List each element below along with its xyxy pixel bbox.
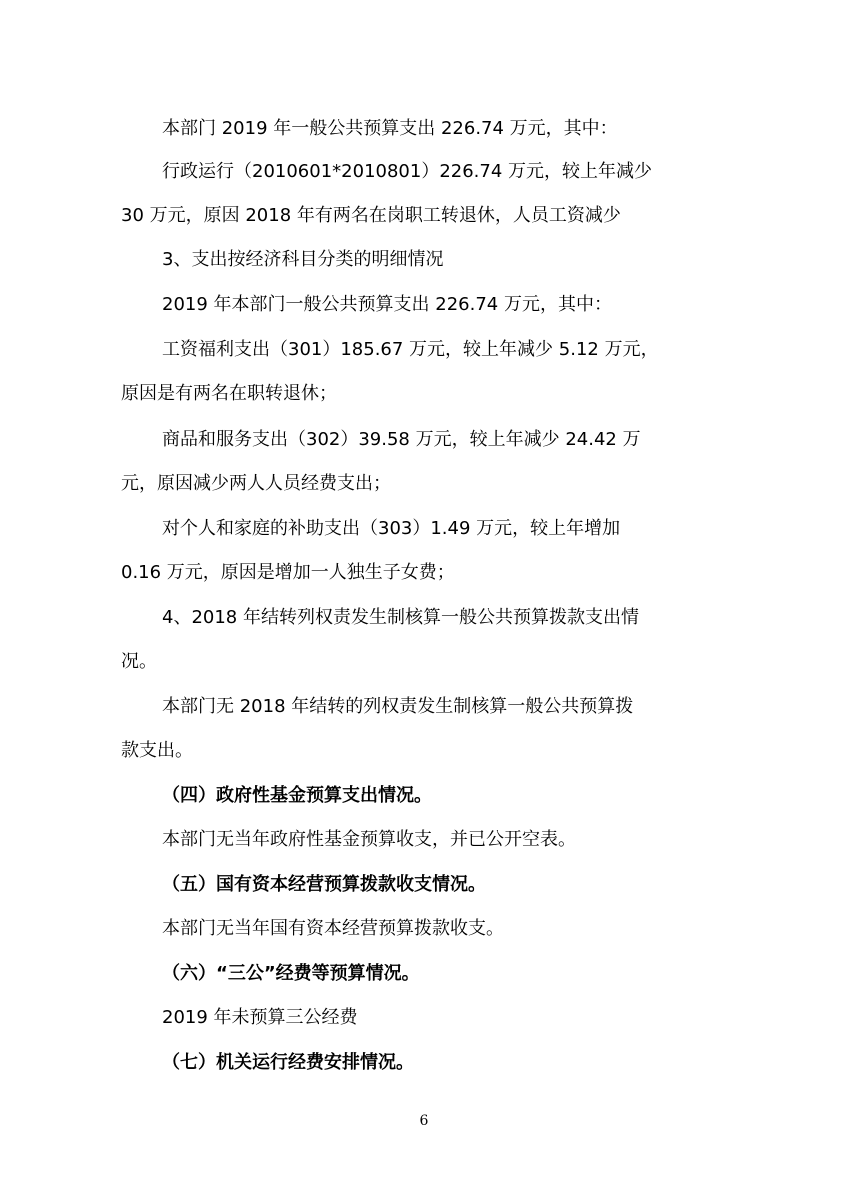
section-heading-bold: （六）“三公”经费等预算情况。: [162, 963, 420, 984]
paragraph-line: 0.16 万元，原因是增加一人独生子女费；: [121, 562, 455, 583]
paragraph-line: 本部门无 2018 年结转的列权责发生制核算一般公共预算拨: [162, 696, 634, 717]
paragraph-line: 元，原因减少两人人员经费支出；: [121, 473, 391, 494]
paragraph-line: 原因是有两名在职转退休；: [121, 383, 337, 404]
paragraph-line: 本部门 2019 年一般公共预算支出 226.74 万元，其中：: [162, 118, 618, 139]
paragraph-line: 行政运行（2010601*2010801）226.74 万元，较上年减少: [162, 161, 653, 182]
paragraph-line: 2019 年本部门一般公共预算支出 226.74 万元，其中：: [162, 294, 612, 315]
section-heading-bold: （五）国有资本经营预算拨款收支情况。: [162, 874, 486, 895]
paragraph-line: 本部门无当年国有资本经营预算拨款收支。: [162, 918, 504, 939]
page-number: 6: [419, 1113, 429, 1129]
paragraph-line: 30 万元，原因 2018 年有两名在岗职工转退休，人员工资减少: [121, 205, 621, 226]
section-heading-bold: （四）政府性基金预算支出情况。: [162, 785, 432, 806]
section-heading-line: 4、2018 年结转列权责发生制核算一般公共预算拨款支出情: [162, 607, 639, 628]
section-heading-line: 3、支出按经济科目分类的明细情况: [162, 249, 444, 270]
paragraph-line: 2019 年未预算三公经费: [162, 1007, 358, 1028]
paragraph-line: 本部门无当年政府性基金预算收支，并已公开空表。: [162, 829, 576, 850]
paragraph-line: 款支出。: [121, 740, 193, 761]
paragraph-line: 工资福利支出（301）185.67 万元，较上年减少 5.12 万元，: [162, 339, 659, 360]
paragraph-line: 况。: [121, 651, 157, 672]
section-heading-bold: （七）机关运行经费安排情况。: [162, 1052, 414, 1073]
paragraph-line: 对个人和家庭的补助支出（303）1.49 万元，较上年增加: [162, 518, 621, 539]
paragraph-line: 商品和服务支出（302）39.58 万元，较上年减少 24.42 万: [162, 429, 641, 450]
